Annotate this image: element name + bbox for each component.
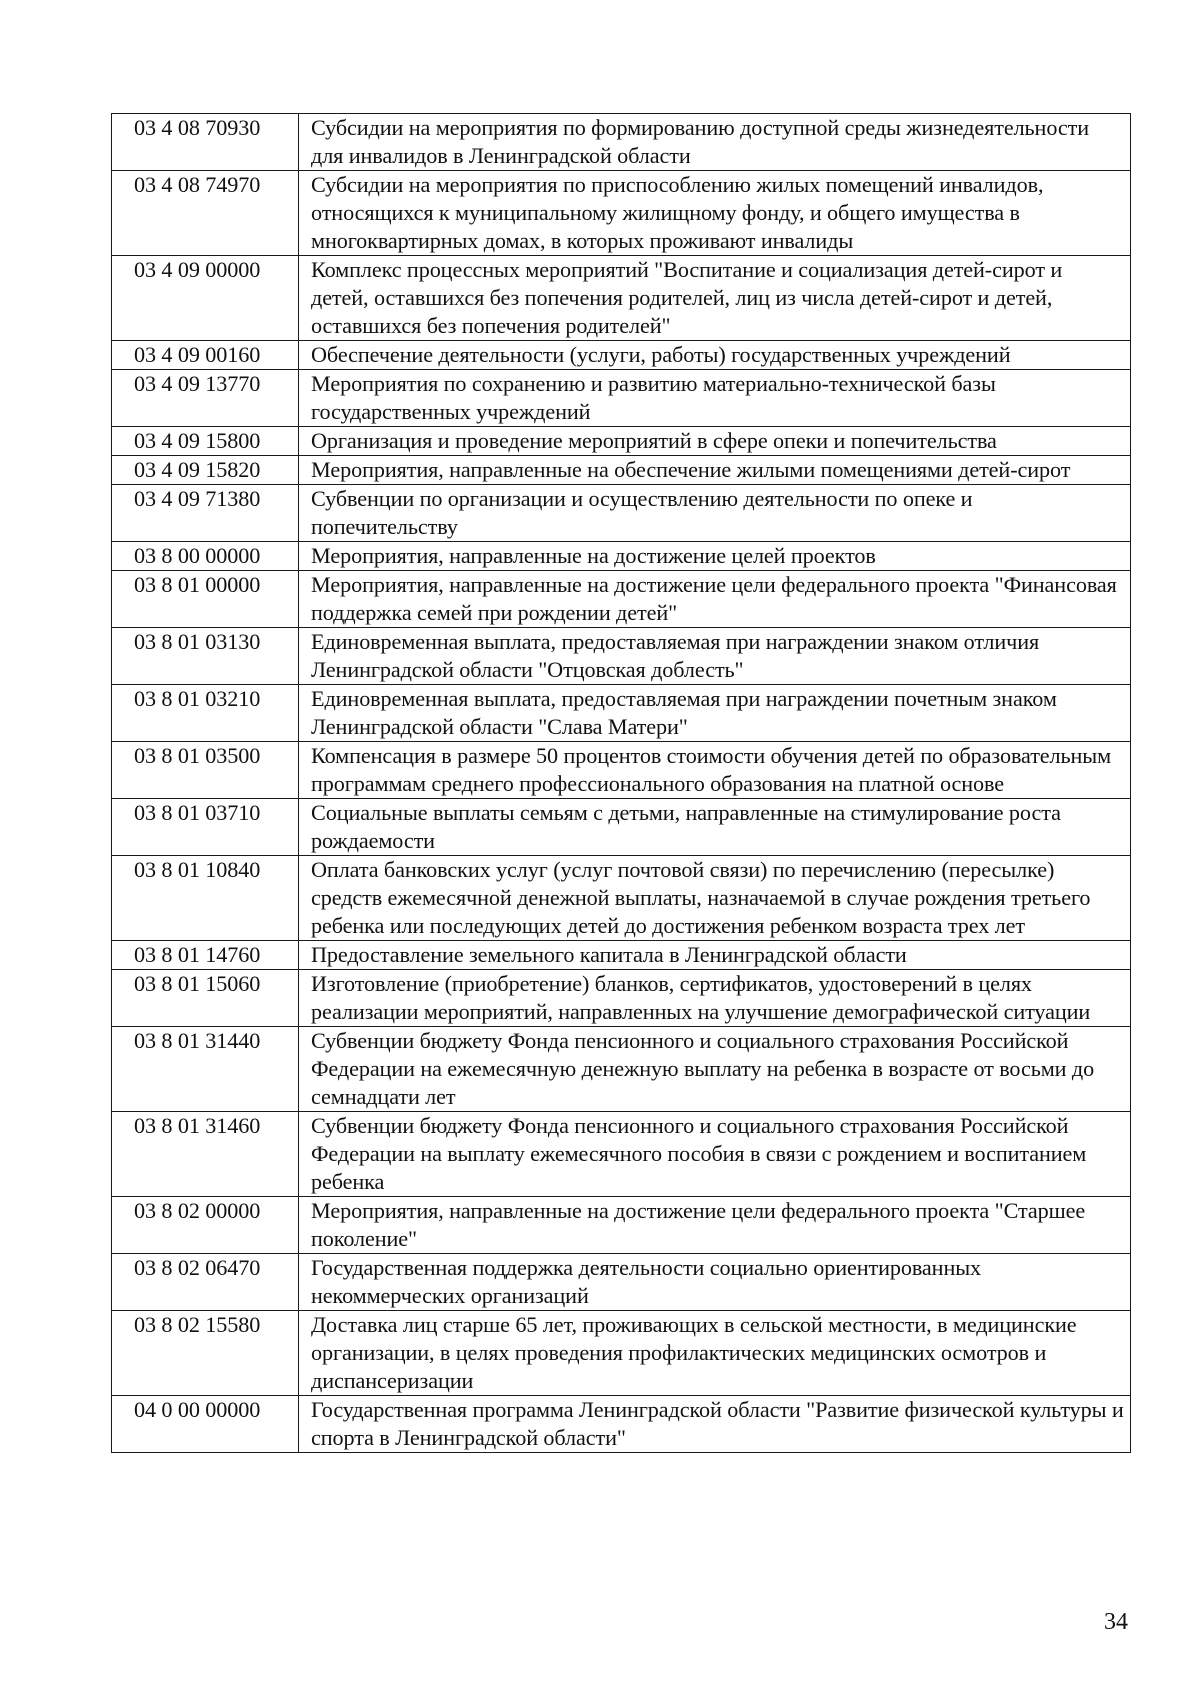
code-cell: 03 4 09 00160 xyxy=(112,341,299,370)
code-cell: 03 8 02 06470 xyxy=(112,1254,299,1311)
table-row xyxy=(112,1112,1131,1197)
table-row xyxy=(112,799,1131,856)
code-cell: 03 4 09 00000 xyxy=(112,256,299,341)
description-cell: Доставка лиц старше 65 лет, проживающих в сельской местности, в медицинские организации, в целях проведения профилактических медицинских осмотров и диспансеризации xyxy=(299,1311,1131,1396)
table-row xyxy=(112,1027,1131,1112)
description-cell: Государственная программа Ленинградской области "Развитие физической культуры и спорта в Ленинградской области" xyxy=(299,1396,1131,1453)
description-cell: Мероприятия, направленные на достижение целей проектов xyxy=(299,542,1131,571)
table-row xyxy=(112,856,1131,941)
table-row xyxy=(112,427,1131,456)
description-cell: Компенсация в размере 50 процентов стоимости обучения детей по образовательным программам среднего профессионального образования на платной основе xyxy=(299,742,1131,799)
table-row xyxy=(112,171,1131,256)
code-cell: 04 0 00 00000 xyxy=(112,1396,299,1453)
code-cell: 03 8 01 03710 xyxy=(112,799,299,856)
description-cell: Организация и проведение мероприятий в сфере опеки и попечительства xyxy=(299,427,1131,456)
code-cell: 03 8 01 03210 xyxy=(112,685,299,742)
code-cell: 03 4 08 70930 xyxy=(112,114,299,171)
table-row xyxy=(112,941,1131,970)
table-row xyxy=(112,628,1131,685)
code-cell: 03 8 02 15580 xyxy=(112,1311,299,1396)
description-cell: Единовременная выплата, предоставляемая при награждении знаком отличия Ленинградской области "Отцовская доблесть" xyxy=(299,628,1131,685)
code-cell: 03 8 02 00000 xyxy=(112,1197,299,1254)
description-cell: Предоставление земельного капитала в Ленинградской области xyxy=(299,941,1131,970)
description-cell: Единовременная выплата, предоставляемая при награждении почетным знаком Ленинградской области "Слава Матери" xyxy=(299,685,1131,742)
description-cell: Оплата банковских услуг (услуг почтовой связи) по перечислению (пересылке) средств ежемесячной денежной выплаты, назначаемой в случае рождения третьего ребенка или последующих детей до достижения ребенком возраста трех лет xyxy=(299,856,1131,941)
table-row xyxy=(112,1396,1131,1453)
code-cell: 03 8 00 00000 xyxy=(112,542,299,571)
description-cell: Социальные выплаты семьям с детьми, направленные на стимулирование роста рождаемости xyxy=(299,799,1131,856)
table-row xyxy=(112,571,1131,628)
description-cell: Государственная поддержка деятельности социально ориентированных некоммерческих организаций xyxy=(299,1254,1131,1311)
table-row xyxy=(112,685,1131,742)
code-cell: 03 8 01 00000 xyxy=(112,571,299,628)
table-row xyxy=(112,114,1131,171)
description-cell: Комплекс процессных мероприятий "Воспитание и социализация детей-сирот и детей, оставшихся без попечения родителей, лиц из числа детей-сирот и детей, оставшихся без попечения родителей" xyxy=(299,256,1131,341)
code-cell: 03 4 09 15820 xyxy=(112,456,299,485)
code-cell: 03 8 01 10840 xyxy=(112,856,299,941)
table-row xyxy=(112,542,1131,571)
description-cell: Изготовление (приобретение) бланков, сертификатов, удостоверений в целях реализации мероприятий, направленных на улучшение демографической ситуации xyxy=(299,970,1131,1027)
description-cell: Мероприятия, направленные на обеспечение жилыми помещениями детей-сирот xyxy=(299,456,1131,485)
description-cell: Мероприятия по сохранению и развитию материально-технической базы государственных учреждений xyxy=(299,370,1131,427)
description-cell: Субвенции бюджету Фонда пенсионного и социального страхования Российской Федерации на выплату ежемесячного пособия в связи с рождением и воспитанием ребенка xyxy=(299,1112,1131,1197)
code-cell: 03 8 01 31460 xyxy=(112,1112,299,1197)
description-cell: Мероприятия, направленные на достижение цели федерального проекта "Старшее поколение" xyxy=(299,1197,1131,1254)
table-row xyxy=(112,485,1131,542)
code-cell: 03 8 01 31440 xyxy=(112,1027,299,1112)
table-row xyxy=(112,256,1131,341)
code-cell: 03 4 09 13770 xyxy=(112,370,299,427)
table-row xyxy=(112,341,1131,370)
description-cell: Мероприятия, направленные на достижение цели федерального проекта "Финансовая поддержка семей при рождении детей" xyxy=(299,571,1131,628)
description-cell: Обеспечение деятельности (услуги, работы) государственных учреждений xyxy=(299,341,1131,370)
code-cell: 03 8 01 14760 xyxy=(112,941,299,970)
table-row xyxy=(112,1311,1131,1396)
code-cell: 03 4 08 74970 xyxy=(112,171,299,256)
budget-codes-table xyxy=(111,113,1131,1453)
code-cell: 03 8 01 15060 xyxy=(112,970,299,1027)
description-cell: Субсидии на мероприятия по приспособлению жилых помещений инвалидов, относящихся к муниципальному жилищному фонду, и общего имущества в многоквартирных домах, в которых проживают инвалиды xyxy=(299,171,1131,256)
code-cell: 03 4 09 15800 xyxy=(112,427,299,456)
description-cell: Субсидии на мероприятия по формированию доступной среды жизнедеятельности для инвалидов в Ленинградской области xyxy=(299,114,1131,171)
table-row xyxy=(112,370,1131,427)
table-row xyxy=(112,1197,1131,1254)
table-row xyxy=(112,742,1131,799)
table-row xyxy=(112,970,1131,1027)
table-row xyxy=(112,456,1131,485)
table-row xyxy=(112,1254,1131,1311)
description-cell: Субвенции по организации и осуществлению деятельности по опеке и попечительству xyxy=(299,485,1131,542)
page-number: 34 xyxy=(1104,1609,1128,1635)
code-cell: 03 4 09 71380 xyxy=(112,485,299,542)
code-cell: 03 8 01 03130 xyxy=(112,628,299,685)
description-cell: Субвенции бюджету Фонда пенсионного и социального страхования Российской Федерации на ежемесячную денежную выплату на ребенка в возрасте от восьми до семнадцати лет xyxy=(299,1027,1131,1112)
code-cell: 03 8 01 03500 xyxy=(112,742,299,799)
